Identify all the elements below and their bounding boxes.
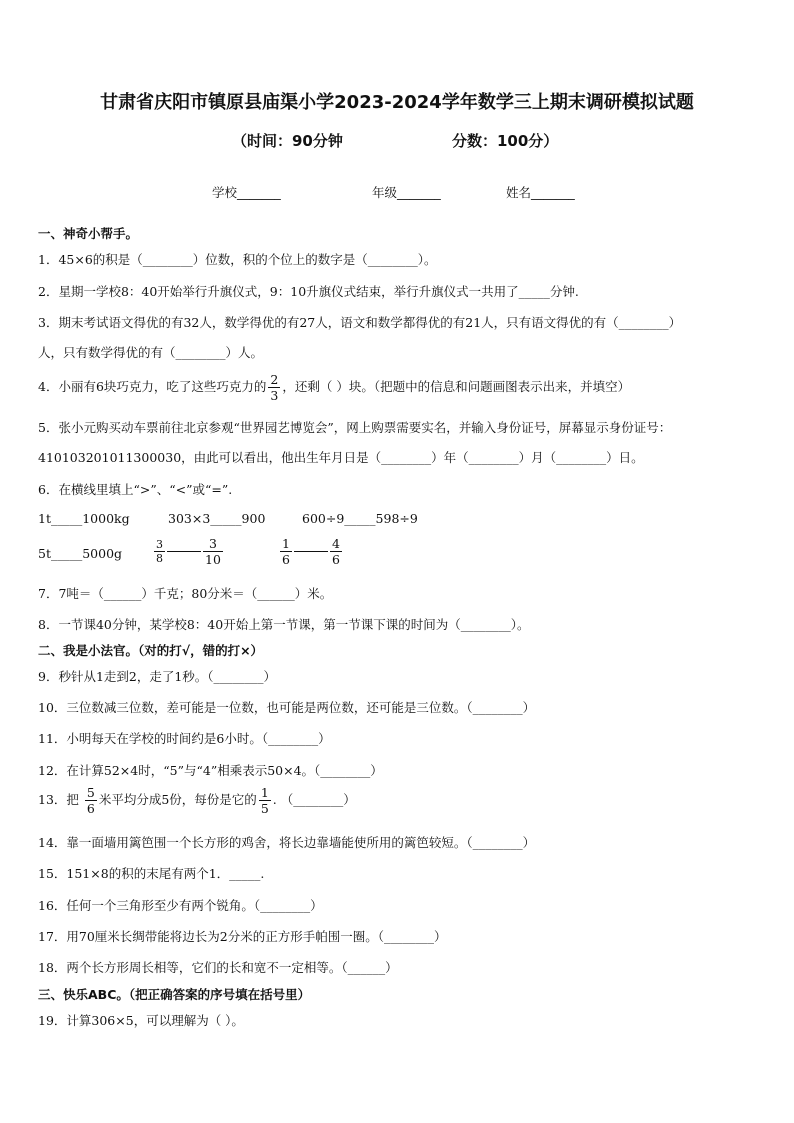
question-12: 12．在计算52×4时，“5”与“4”相乘表示50×4。（________）: [38, 763, 383, 778]
fraction-one-fifth: [259, 785, 271, 816]
fraction-five-sixths: [85, 785, 97, 816]
question-7: 7．7吨＝（______）千克；80分米＝（______）米。: [38, 586, 333, 601]
section-3-heading: 三、快乐ABC。（把正确答案的序号填在括号里）: [38, 987, 311, 1002]
question-4: [38, 372, 630, 403]
question-13-text-b: 米平均分成5份，每份是它的: [98, 792, 257, 807]
compare-5: [152, 536, 225, 567]
question-5-line-2: 410103201011300030，由此可以看出，他出生年月日是（________）年（________）月（________）日。: [38, 450, 644, 465]
score-label: 分数：100分）: [452, 132, 559, 150]
section-2-heading: 二、我是小法官。（对的打√，错的打×）: [38, 643, 264, 658]
question-9: 9．秒针从1走到2，走了1秒。（________）: [38, 669, 277, 684]
fraction-one-sixth: [280, 536, 292, 567]
fraction-two-thirds: [268, 372, 280, 403]
question-2: 2．星期一学校8：40开始举行升旗仪式，9：10升旗仪式结束，举行升旗仪式一共用了_____分钟.: [38, 284, 579, 299]
question-15: 15．151×8的积的末尾有两个1．_____.: [38, 866, 265, 881]
fraction-denominator: 10: [205, 552, 221, 567]
fraction-numerator: 4: [331, 536, 340, 551]
page-title: 甘肃省庆阳市镇原县庙渠小学2023-2024学年数学三上期末调研模拟试题: [100, 92, 694, 113]
blank-line: [294, 551, 328, 552]
fraction-numerator: 1: [260, 785, 269, 800]
fraction-denominator: 5: [260, 801, 269, 816]
grade-field: 年级_______: [372, 185, 441, 200]
question-13: [38, 785, 356, 816]
fraction-denominator: 6: [86, 801, 95, 816]
question-8: 8．一节课40分钟，某学校8：40开始上第一节课，第一节课下课的时间为（________）。: [38, 617, 530, 632]
question-13-text-c: . （________）: [272, 792, 356, 807]
compare-2: 303×3_____900: [168, 511, 266, 526]
fraction-four-sixths: [330, 536, 342, 567]
compare-6: [278, 536, 344, 567]
question-18: 18．两个长方形周长相等，它们的长和宽不一定相等。（______）: [38, 960, 398, 975]
fraction-numerator: 1: [282, 536, 290, 551]
fraction-denominator: 6: [331, 552, 340, 567]
section-1-heading: 一、神奇小帮手。: [38, 226, 139, 241]
question-14: 14．靠一面墙用篱笆围一个长方形的鸡舍，将长边靠墙能使所用的篱笆较短。（________）: [38, 835, 536, 850]
compare-3: 600÷9_____598÷9: [302, 511, 418, 526]
question-10: 10．三位数减三位数，差可能是一位数，也可能是两位数，还可能是三位数。（________）: [38, 700, 536, 715]
question-4-text-a: 4．小丽有6块巧克力，吃了这些巧克力的: [38, 379, 267, 394]
question-11: 11．小明每天在学校的时间约是6小时。（________）: [38, 731, 331, 746]
fraction-numerator: 5: [86, 785, 95, 800]
fraction-denominator: 3: [270, 388, 279, 403]
question-4-text-b: ，还剩（ ）块。（把题中的信息和问题画图表示出来，并填空）: [282, 379, 631, 394]
fraction-denominator: 6: [282, 552, 290, 567]
question-3-line-2: 人，只有数学得优的有（________）人。: [38, 345, 264, 360]
name-field: 姓名_______: [506, 185, 575, 200]
fraction-three-tenths: [203, 536, 223, 567]
blank-line: [167, 551, 201, 552]
question-17: 17．用70厘米长绸带能将边长为2分米的正方形手帕围一圈。（________）: [38, 929, 447, 944]
question-5-line-1: 5．张小元购买动车票前往北京参观“世界园艺博览会”，网上购票需要实名，并输入身份证号，屏幕显示身份证号：: [38, 420, 672, 435]
compare-4: 5t_____5000g: [38, 546, 123, 561]
school-field: 学校_______: [212, 185, 281, 200]
compare-1: 1t_____1000kg: [38, 511, 130, 526]
question-19: 19．计算306×5，可以理解为（ ）。: [38, 1013, 244, 1028]
question-16: 16．任何一个三角形至少有两个锐角。（________）: [38, 898, 323, 913]
fraction-three-eighths: [154, 538, 165, 565]
question-6: 6．在横线里填上“>”、“<”或“=”.: [38, 482, 233, 497]
question-13-text-a: 13．把: [38, 792, 79, 807]
question-3-line-1: 3．期末考试语文得优的有32人，数学得优的有27人，语文和数学都得优的有21人，只有语文得优的有（________）: [38, 315, 682, 330]
question-1: 1．45×6的积是（________）位数，积的个位上的数字是（________）。: [38, 252, 437, 267]
fraction-numerator: 3: [156, 538, 163, 551]
fraction-numerator: 2: [270, 372, 279, 387]
fraction-denominator: 8: [156, 552, 163, 565]
fraction-numerator: 3: [203, 536, 223, 552]
time-label: （时间：90分钟: [232, 132, 343, 150]
